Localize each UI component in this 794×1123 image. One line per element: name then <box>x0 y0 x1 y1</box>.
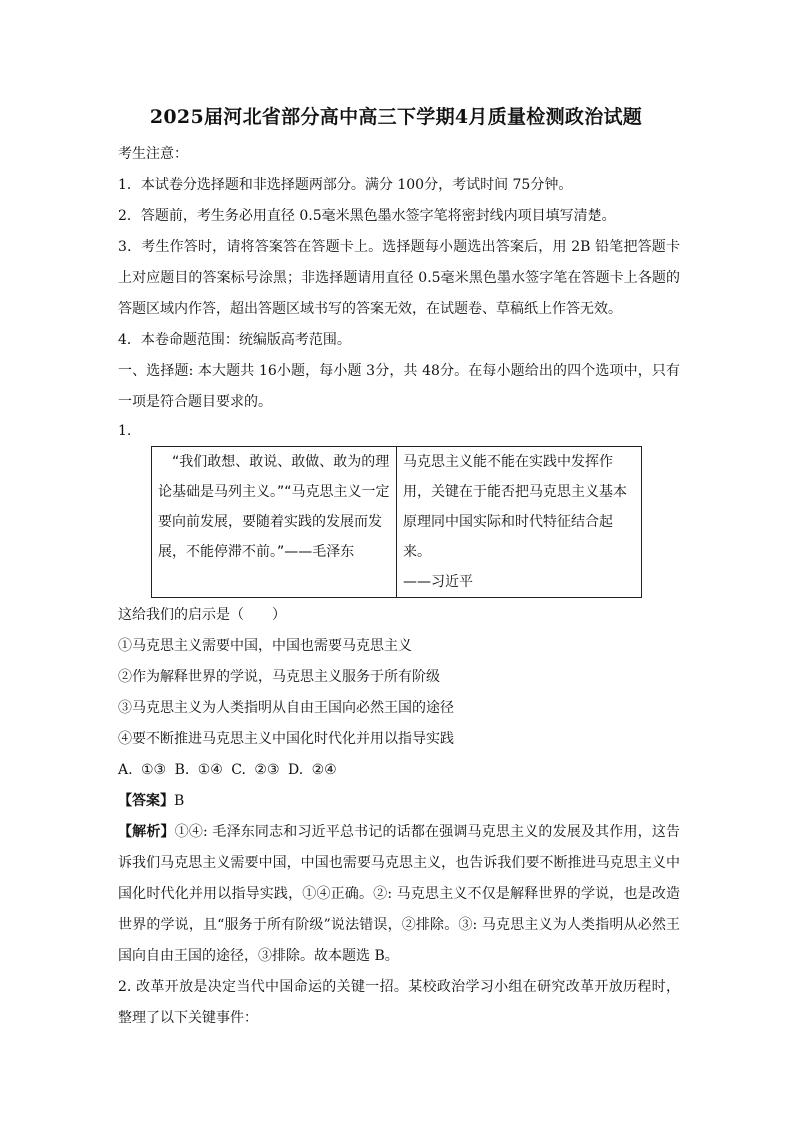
analysis-label: 【解析】 <box>118 824 175 840</box>
question-1-stem: 这给我们的启示是（ ） <box>118 607 286 623</box>
notice-item-2: 2．答题前，考生务必用直径 0.5毫米黑色墨水签字笔将密封线内项目填写清楚。 <box>118 208 616 224</box>
answer-options: A. ①③ B. ①④ C. ②③ D. ②④ <box>118 762 337 778</box>
answer-value: B <box>174 793 185 809</box>
answer-label: 【答案】 <box>118 793 174 809</box>
statement-4: ④要不断推进马克思主义中国化时代化并用以指导实践 <box>118 731 454 747</box>
question-1-number: 1. <box>118 423 132 439</box>
page-title: 2025届河北省部分高中高三下学期4月质量检测政治试题 <box>149 106 643 128</box>
notice-heading: 考生注意： <box>118 146 188 162</box>
quote-table <box>151 446 642 598</box>
answer-line <box>118 786 680 817</box>
statement-3: ③马克思主义为人类指明从自由王国向必然王国的途径 <box>118 700 454 716</box>
exam-page <box>118 103 680 1034</box>
question-2-text: 2. 改革开放是决定当代中国命运的关键一招。某校政治学习小组在研究改革开放历程时，整理了以下关键事件： <box>118 979 680 1026</box>
quote-xi-text: 马克思主义能不能在实践中发挥作用，关键在于能否把马克思主义基本原理同中国实际和时代特征结合起来。 <box>403 454 627 560</box>
statement-2: ②作为解释世界的学说，马克思主义服务于所有阶级 <box>118 669 440 685</box>
notice-item-3: 3．考生作答时，请将答案答在答题卡上。选择题每小题选出答案后，用 2B 铅笔把答题卡上对应题目的答案标号涂黑；非选择题请用直径 0.5毫米黑色墨水签字笔在答题卡上各题的答题区域内作答，超出答题区域书写的答案无效，在试题卷、草稿纸上作答无效。 <box>118 239 680 317</box>
analysis-text: ①④: 毛泽东同志和习近平总书记的话都在强调马克思主义的发展及其作用，这告诉我们马克思主义需要中国，中国也需要马克思主义，也告诉我们要不断推进马克思主义中国化时代化并用以指导实践，①④正确。②: 马克思主义不仅是解释世界的学说，也是改造世界的学说，且“服务于所有阶级”说法错误，②排除。③: 马克思主义为人类指明从必然王国向自由王国的途径，③排除。故本题选 B。 <box>118 824 680 964</box>
quote-xi-author: ——习近平 <box>403 574 473 590</box>
analysis-paragraph <box>118 817 680 972</box>
notice-item-1: 1．本试卷分选择题和非选择题两部分。满分 100分，考试时间 75分钟。 <box>118 177 573 193</box>
notice-item-4: 4．本卷命题范围：统编版高考范围。 <box>118 332 351 348</box>
statement-1: ①马克思主义需要中国，中国也需要马克思主义 <box>118 638 412 654</box>
quote-xi <box>397 447 642 598</box>
section-heading: 一、选择题: 本大题共 16小题，每小题 3分，共 48分。在每小题给出的四个选项中，只有一项是符合题目要求的。 <box>118 363 680 410</box>
quote-mao: “我们敢想、敢说、敢做、敢为的理论基础是马列主义。”“马克思主义一定要向前发展，要随着实践的发展而发展，不能停滞不前。”——毛泽东 <box>152 447 397 598</box>
